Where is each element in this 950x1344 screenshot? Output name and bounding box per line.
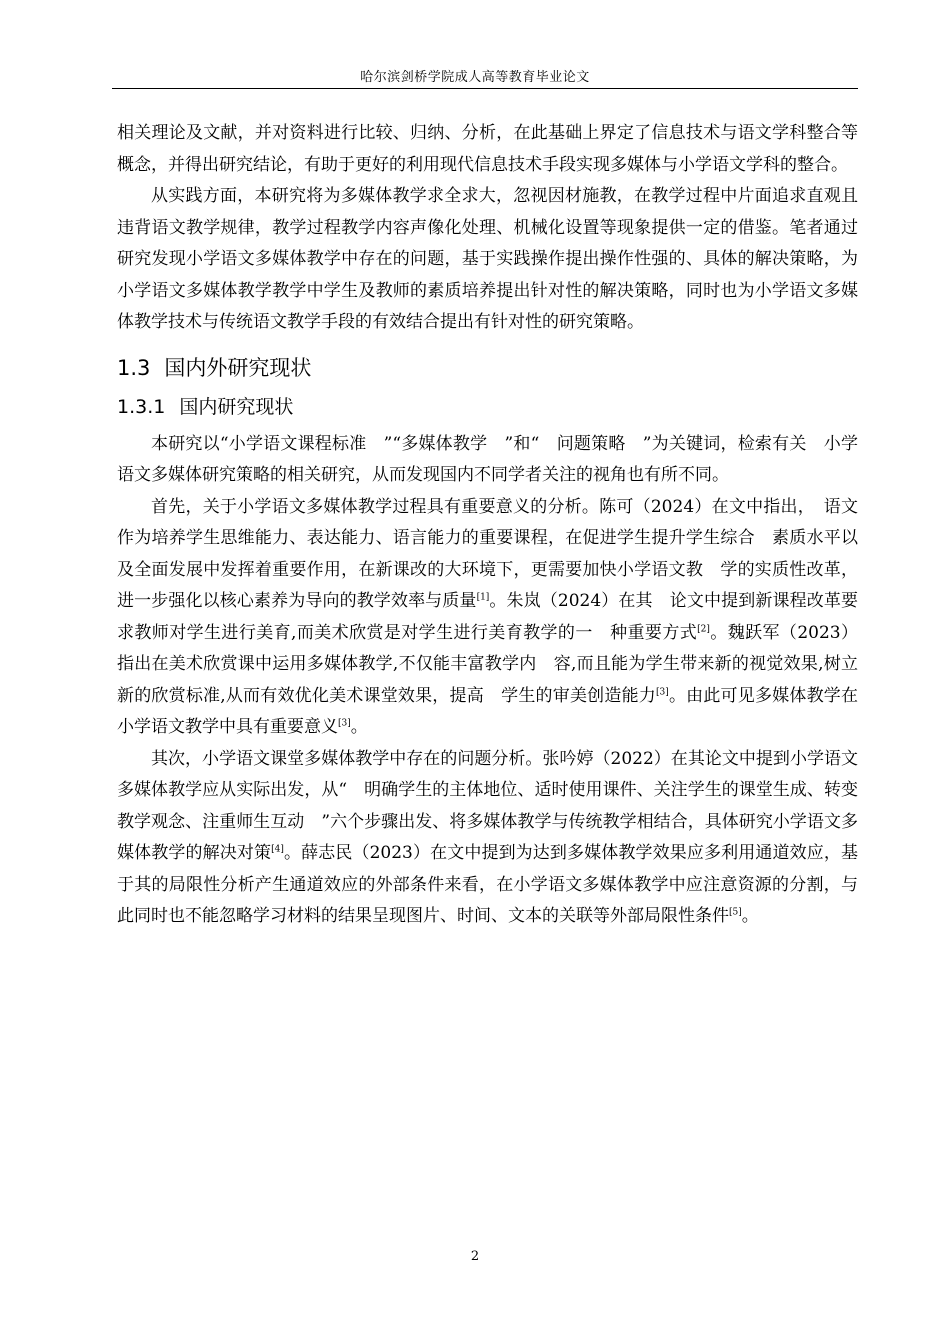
subsection-title: 国内研究现状 xyxy=(179,395,294,418)
citation: [3] xyxy=(338,718,351,729)
page-number: 2 xyxy=(470,1249,480,1264)
citation: [1] xyxy=(476,592,490,603)
header-rule xyxy=(112,88,858,89)
paragraph-significance xyxy=(117,492,858,744)
text-run: 。 xyxy=(350,717,368,737)
text-run: 。 xyxy=(741,906,759,926)
citation: [2] xyxy=(697,623,710,634)
text-run: 。由此可见多媒体教学在小学语文教学中具有重要意义 xyxy=(117,685,858,737)
paragraph-problems xyxy=(117,744,858,933)
paragraph-continuation: 相关理论及文献，并对资料进行比较、归纳、分析，在此基础上界定了信息技术与语文学科整合等概念，并得出研究结论，有助于更好的利用现代信息技术手段实现多媒体与小学语文学科的整合。 xyxy=(117,123,858,175)
paragraph-keywords: 本研究以“小学语文课程标准 ”“多媒体教学 ”和“ 问题策略 ”为关键词，检索有关 小学语文多媒体研究策略的相关研究，从而发现国内不同学者关注的视角也有所不同。 xyxy=(117,433,858,485)
citation: [5] xyxy=(729,907,742,918)
text-run: 其次，小学语文课堂多媒体教学中存在的问题分析。张吟婷（2022）在其论文中提到小学语文多媒体教学应从实际出发，从“ 明确学生的主体地位、适时使用课件、关注学生的课堂生成、转变教学观念、注重师生互动 ”六个步骤出发、将多媒体教学与传统教学相结合，具体研究小学语文多媒体教学的解决对策 xyxy=(117,748,858,863)
section-heading-1-3 xyxy=(117,351,858,385)
section-heading-1-3-1 xyxy=(117,391,858,423)
text-run: 首先，关于小学语文多媒体教学过程具有重要意义的分析。陈可（2024）在文中指出， 语文作为培养学生思维能力、表达能力、语言能力的重要课程，在促进学生提升学生综合 素质水平以及全面发展中发挥着重要作用，在新课改的大环境下，更需要加快小学语文教 学的实质性改革，进一步强化以核心素养为导向的教学效率与质量 xyxy=(117,496,858,611)
document-body xyxy=(117,118,858,933)
text-run: 。薛志民（2023）在文中提到为达到多媒体教学效果应多利用通道效应，基于其的局限性分析产生通道效应的外部条件来看，在小学语文多媒体教学中应注意资源的分割，与此同时也不能忽略学习材料的结果呈现图片、时间、文本的关联等外部局限性条件 xyxy=(117,843,858,926)
running-header: 哈尔滨剑桥学院成人高等教育毕业论文 xyxy=(360,70,590,85)
citation: [4] xyxy=(271,844,284,855)
text-run: 。魏跃军（2023）指出在美术欣赏课中运用多媒体教学,不仅能丰富教学内 容,而且能为学生带来新的视觉效果,树立新的欣赏标准,从而有效优化美术课堂效果，提高 学生的审美创造能力 xyxy=(117,622,859,706)
text-run: 。朱岚（2024）在其 论文中提到新课程改革要求教师对学生进行美育,而美术欣赏是对学生进行美育教学的一 种重要方式 xyxy=(117,591,859,643)
section-title: 国内外研究现状 xyxy=(164,355,312,380)
citation: [3] xyxy=(655,686,669,697)
paragraph-practice: 从实践方面，本研究将为多媒体教学求全求大，忽视因材施教，在教学过程中片面追求直观且违背语文教学规律，教学过程教学内容声像化处理、机械化设置等现象提供一定的借鉴。笔者通过研究发现小学语文多媒体教学中存在的问题，基于实践操作提出操作性强的、具体的解决策略，为小学语文多媒体教学教学中学生及教师的素质培养提出针对性的解决策略，同时也为小学语文多媒体教学技术与传统语文教学手段的有效结合提出有针对性的研究策略。 xyxy=(117,186,858,332)
subsection-number: 1.3.1 xyxy=(117,395,166,418)
section-number: 1.3 xyxy=(117,355,151,380)
